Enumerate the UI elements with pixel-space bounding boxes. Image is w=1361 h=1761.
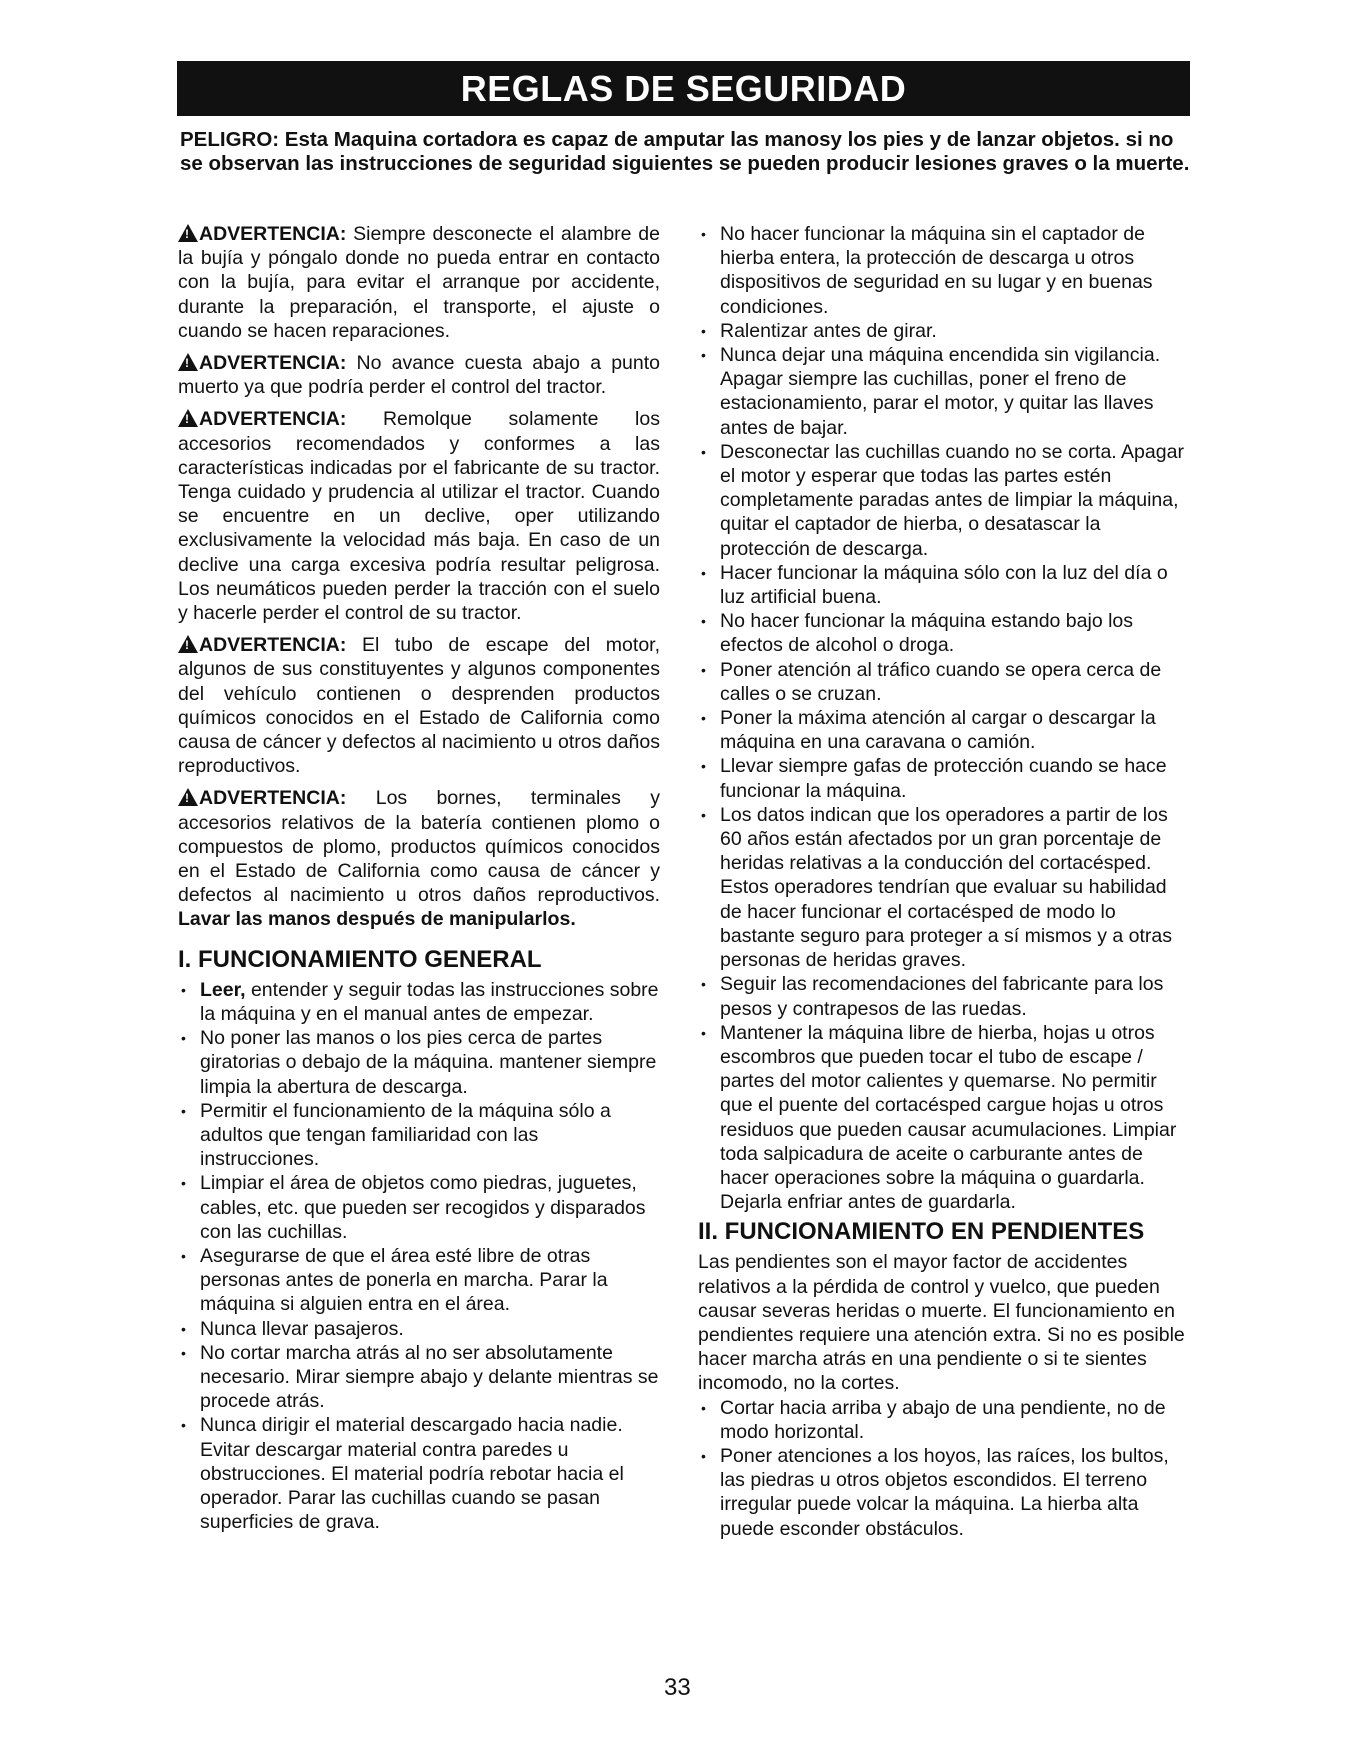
list-item xyxy=(698,706,1193,754)
warning-label: ADVERTENCIA: xyxy=(199,634,347,657)
left-column xyxy=(178,222,660,1534)
list-item-text: entender y seguir todas las instrucciones sobre la máquina y en el manual antes de empezar. xyxy=(200,978,659,1025)
list-item-text: Ralentizar antes de girar. xyxy=(720,319,937,342)
warning-label: ADVERTENCIA: xyxy=(199,223,347,245)
bullet-icon: • xyxy=(181,1175,186,1192)
bullet-icon: • xyxy=(701,1024,706,1041)
list-item-text: Cortar hacia arriba y abajo de una pendiente, no de modo horizontal. xyxy=(720,1396,1166,1443)
list-item xyxy=(698,658,1193,706)
list-item-text: Limpiar el área de objetos como piedras, juguetes, cables, etc. que pueden ser recogidos y disparados con las cuchillas. xyxy=(200,1172,646,1243)
bullet-icon: • xyxy=(701,1399,706,1416)
list-item xyxy=(698,754,1193,802)
warning-triangle-icon xyxy=(178,353,198,371)
list-item-text: Los datos indican que los operadores a partir de los 60 años están afectados por un gran porcentaje de heridas relativas a la conducción del cortacésped. Estos operadores tendrían que evaluar su habilidad de hacer funcionar el cortacésped de modo lo bastante seguro para proteger a sí mismos y a otras personas de heridas graves. xyxy=(720,803,1172,972)
danger-notice: PELIGRO: Esta Maquina cortadora es capaz de amputar las manosy los pies y de lanzar objetos. si no se observan las instrucciones de seguridad siguientes se pueden producir lesiones graves o la muerte. xyxy=(180,128,1190,175)
list-item xyxy=(698,972,1193,1020)
warning-text: El tubo de escape del motor, algunos de sus constituyentes y algunos componentes del vehículo contienen o desprenden productos químicos conocidos en el Estado de California como causa de cáncer y defectos al nacimiento u otros daños reproductivos. xyxy=(178,634,660,778)
bullet-icon: • xyxy=(701,226,706,242)
list-item-text: Poner la máxima atención al cargar o descargar la máquina en una caravana o camión. xyxy=(720,707,1156,754)
bullet-icon: • xyxy=(701,347,706,364)
list-item-text: No cortar marcha atrás al no ser absolutamente necesario. Mirar siempre abajo y delante mientras se procede atrás. xyxy=(200,1341,659,1413)
warning-triangle-icon xyxy=(178,409,198,427)
bullet-icon: • xyxy=(701,1447,706,1464)
list-item xyxy=(178,1341,660,1414)
warning-paragraph xyxy=(178,351,660,399)
list-item xyxy=(698,440,1193,561)
warning-label: ADVERTENCIA: xyxy=(199,352,347,375)
bullet-icon: • xyxy=(701,758,706,775)
list-item xyxy=(178,978,660,1026)
general-rules-list xyxy=(178,978,660,1535)
list-item-text: Desconectar las cuchillas cuando no se corta. Apagar el motor y esperar que todas las partes estén completamente paradas antes de limpiar la máquina, quitar el captador de hierba, o desatascar la protección de descarga. xyxy=(720,440,1184,560)
list-item xyxy=(698,561,1193,609)
list-item xyxy=(178,1244,660,1317)
bullet-icon: • xyxy=(181,1030,186,1047)
bullet-icon: • xyxy=(701,564,706,581)
list-item-text: No hacer funcionar la máquina estando bajo los efectos de alcohol o droga. xyxy=(720,610,1134,657)
warning-text: Los bornes, terminales y accesorios relativos de la batería contienen plomo o compuestos de plomo, productos químicos conocidos en el Estado de California como causa de cáncer y defectos al nacimiento u otros daños reproductivos. xyxy=(178,787,661,907)
list-item-text: Poner atenciones a los hoyos, las raíces, los bultos, las piedras u otros objetos escondidos. El terreno irregular puede volcar la máquina. La hierba alta puede esconder obstáculos. xyxy=(720,1444,1169,1540)
list-item xyxy=(178,1099,660,1172)
bullet-icon: • xyxy=(701,661,706,678)
list-item-text: Asegurarse de que el área esté libre de otras personas antes de ponerla en marcha. Parar la máquina si alguien entra en el área. xyxy=(200,1244,608,1316)
bullet-icon: • xyxy=(181,1417,186,1434)
general-rules-list-continued xyxy=(698,222,1193,1214)
warning-paragraph xyxy=(178,786,660,931)
list-item-text: Nunca dirigir el material descargado hacia nadie. Evitar descargar material contra paredes u obstrucciones. El material podría rebotar hacia el operador. Parar las cuchillas cuando se pasan superficies de grava. xyxy=(200,1414,624,1534)
list-item xyxy=(698,222,1193,319)
warning-triangle-icon xyxy=(178,224,198,242)
list-item xyxy=(698,1444,1193,1541)
bullet-icon: • xyxy=(701,443,706,460)
page-title: REGLAS DE SEGURIDAD xyxy=(177,61,1190,116)
list-item-text: Llevar siempre gafas de protección cuando se hace funcionar la máquina. xyxy=(720,755,1167,802)
list-item xyxy=(698,319,1193,343)
section-heading-slopes: II. FUNCIONAMIENTO EN PENDIENTES xyxy=(698,1218,1145,1246)
bullet-icon: • xyxy=(701,613,706,630)
list-item xyxy=(178,1317,660,1341)
list-item xyxy=(698,1396,1193,1444)
warning-paragraph xyxy=(178,407,660,625)
bullet-icon: • xyxy=(181,1102,186,1119)
bullet-icon: • xyxy=(181,1344,186,1361)
list-item xyxy=(698,1021,1193,1215)
wash-hands-note: Lavar las manos después de manipularlos. xyxy=(178,908,576,931)
list-item-text: Hacer funcionar la máquina sólo con la luz del día o luz artificial buena. xyxy=(720,561,1168,609)
list-item xyxy=(178,1171,660,1244)
list-item xyxy=(698,343,1193,440)
list-item xyxy=(698,803,1193,972)
bullet-icon: • xyxy=(701,806,706,823)
bullet-icon: • xyxy=(181,981,186,998)
bullet-icon: • xyxy=(181,1247,186,1264)
list-item-text: Nunca dejar una máquina encendida sin vigilancia. Apagar siempre las cuchillas, poner el freno de estacionamiento, parar el motor, y quitar las llaves antes de bajar. xyxy=(720,344,1161,439)
list-item xyxy=(178,1026,660,1099)
page-number: 33 xyxy=(664,1674,691,1701)
slopes-rules-list xyxy=(698,1396,1193,1541)
bullet-icon: • xyxy=(701,710,706,727)
slopes-intro: Las pendientes son el mayor factor de accidentes relativos a la pérdida de control y vuelco, que pueden causar severas heridas o muerte. El funcionamiento en pendientes requiere una atención extra. Si no es posible hacer marcha atrás en una pendiente o si te sientes incomodo, no la cortes. xyxy=(698,1251,1185,1395)
list-item-text: Seguir las recomendaciones del fabricante para los pesos y contrapesos de las ruedas. xyxy=(720,973,1164,1020)
warning-paragraph xyxy=(178,633,660,778)
bullet-icon: • xyxy=(701,322,706,339)
right-column xyxy=(698,222,1193,1541)
bullet-icon: • xyxy=(181,1320,186,1337)
section-heading-general: I. FUNCIONAMIENTO GENERAL xyxy=(178,945,542,973)
read-keyword: Leer, xyxy=(200,978,246,1001)
list-item xyxy=(178,1413,660,1534)
list-item-text: Poner atención al tráfico cuando se opera cerca de calles o se cruzan. xyxy=(720,658,1162,705)
list-item-text: Mantener la máquina libre de hierba, hojas u otros escombros que pueden tocar el tubo de escape / partes del motor calientes y quemarse. No permitir que el puente del cortacésped cargue hojas u otros residuos que pueden causar acumulaciones. Limpiar toda salpicadura de aceite o carburante antes de hacer operaciones sobre la máquina o guardarla. Dejarla enfriar antes de guardarla. xyxy=(720,1021,1177,1214)
list-item-text: No poner las manos o los pies cerca de partes giratorias o debajo de la máquina. mantener siempre limpia la abertura de descarga. xyxy=(200,1027,657,1098)
warning-triangle-icon xyxy=(178,788,198,806)
bullet-icon: • xyxy=(701,976,706,993)
warning-label: ADVERTENCIA: xyxy=(199,408,347,431)
warning-label: ADVERTENCIA: xyxy=(199,787,347,810)
list-item xyxy=(698,609,1193,657)
list-item-text: No hacer funcionar la máquina sin el captador de hierba entera, la protección de descarga u otros dispositivos de seguridad en su lugar y en buenas condiciones. xyxy=(720,223,1153,318)
warning-text: Siempre desconecte el alambre de la bujía y póngalo donde no pueda entrar en contacto con la bujía, para evitar el arranque por accidente, durante la preparación, el transporte, el ajuste o cuando se hacen reparaciones. xyxy=(178,223,660,342)
warning-paragraph xyxy=(178,222,660,343)
warning-text: No avance cuesta abajo a punto muerto ya que podría perder el control del tractor. xyxy=(178,352,661,399)
warning-text: Remolque solamente los accesorios recomendados y conformes a las características indicadas por el fabricante de su tractor. Tenga cuidado y prudencia al utilizar el tractor. Cuando se encuentre en un declive, oper utilizando exclusivamente la velocidad más baja. En caso de un declive una carga excesiva podría resultar peligrosa. Los neumáticos pueden perder la tracción con el suelo y hacerle perder el control de su tractor. xyxy=(178,408,660,625)
list-item-text: Permitir el funcionamiento de la máquina sólo a adultos que tengan familiaridad con las instrucciones. xyxy=(200,1099,611,1171)
warning-triangle-icon xyxy=(178,635,198,653)
list-item-text: Nunca llevar pasajeros. xyxy=(200,1317,404,1340)
